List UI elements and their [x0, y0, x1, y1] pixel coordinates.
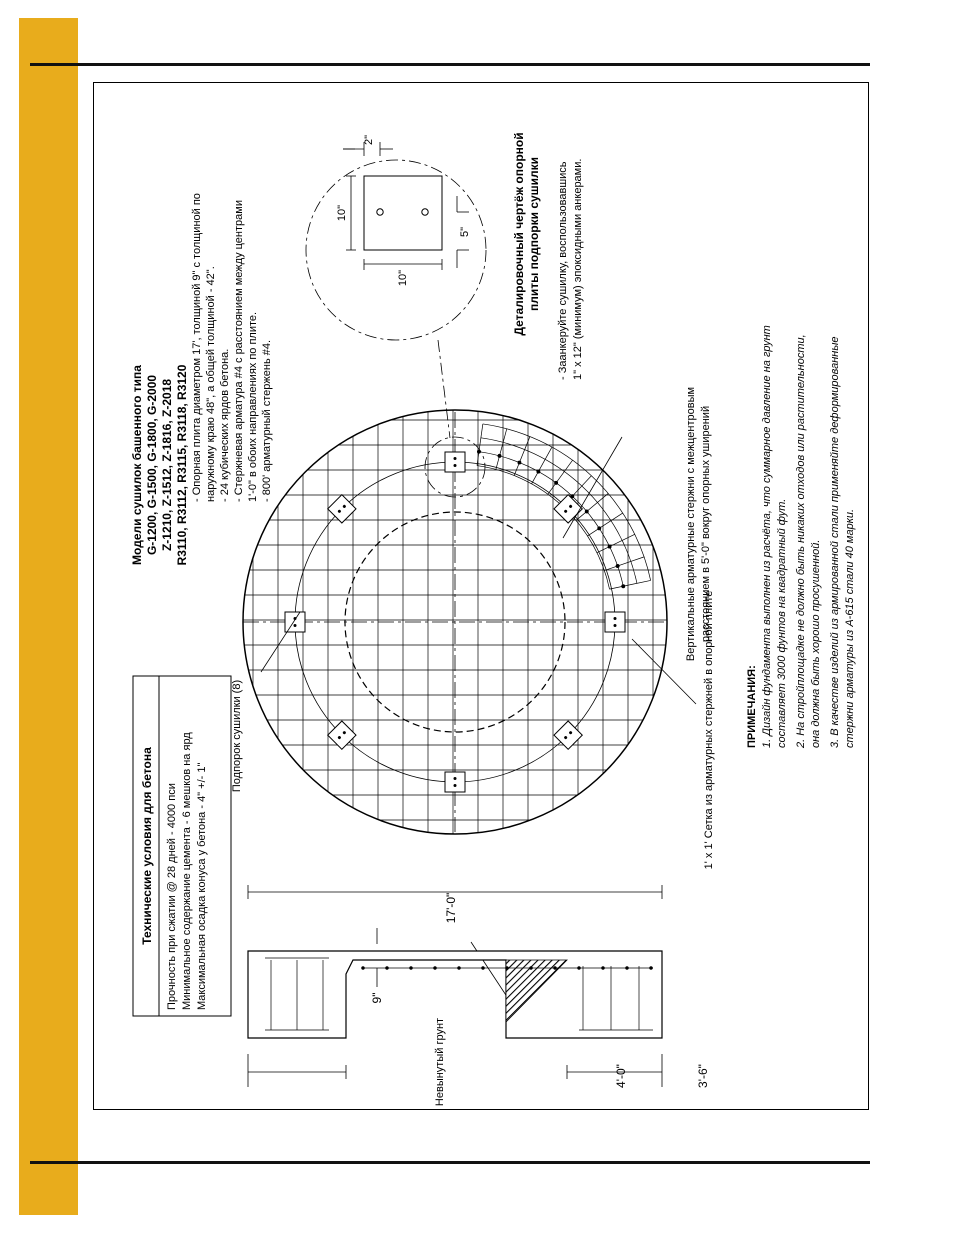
detail-title-1: Деталировочный чертёж опорной	[512, 132, 526, 336]
anchor-dot	[454, 457, 457, 460]
vertical-bar-dot	[554, 481, 557, 484]
dim-17-label: 17'-0"	[444, 892, 458, 924]
spec-line-3: - 24 кубических ярдов бетона.	[219, 348, 231, 502]
notes-heading: ПРИМЕЧАНИЯ:	[746, 665, 758, 748]
spec-line-2: наружному краю 48", а общей толщиной - 42".	[205, 266, 217, 502]
vertical-bar-arc	[477, 466, 610, 590]
models-title: Модели сушилок башенного типа	[130, 365, 144, 565]
dim-4-0-label: 4'-0"	[614, 1064, 628, 1088]
support-pad-icon	[328, 495, 356, 523]
spec-line-5: 1'-0" в обоих направлениях по плите.	[247, 311, 259, 502]
vertical-bar-tick	[604, 557, 644, 571]
vertical-bar-dot	[518, 461, 521, 464]
detail-note-2: 1" x 12" (минимум) эпоксидными анкерами.	[572, 158, 584, 380]
soil-label: Невынутый грунт	[434, 1017, 446, 1107]
vertical-bars-line-1: Вертикальные арматурные стержни с межцентровым	[685, 386, 697, 662]
top-rule	[30, 63, 870, 66]
cross-section	[248, 260, 710, 1088]
pad-square	[285, 612, 305, 632]
dim-9-label: 9"	[370, 992, 384, 1004]
concrete-line-2: Минимальное содержание цемента - 6 мешков на ярд	[181, 732, 193, 1010]
leader-lines	[261, 437, 696, 1018]
section-bar-dot	[506, 967, 509, 970]
vertical-bar-dot	[616, 564, 619, 567]
vertical-bar-tick	[610, 580, 651, 589]
models-line-3: R3110, R3112, R3115, R3118, R3120	[175, 364, 189, 566]
bottom-rule	[30, 1161, 870, 1164]
anchor-dot	[294, 624, 297, 627]
support-pad-icon	[445, 772, 465, 792]
concrete-line-1: Прочность при сжатии @ 28 дней - 4000 пси	[166, 783, 178, 1010]
vertical-bar-dot	[537, 470, 540, 473]
section-bar-dot	[458, 967, 461, 970]
anchor-dot	[454, 777, 457, 780]
section-bar-dot	[602, 967, 605, 970]
dim-2-label: 2"	[363, 134, 375, 146]
section-outline	[248, 951, 662, 1038]
vertical-bar-tick	[588, 513, 623, 536]
spec-line-6: - 800' арматурный стержень #4.	[261, 339, 273, 502]
detail-leader	[438, 340, 450, 438]
anchor-hole-icon	[377, 209, 383, 215]
mesh-label: 1' x 1' Сетка из арматурных стержней в опорной плите	[703, 590, 715, 870]
note-line-2: составляет 3000 фунтов на квадратный фут.	[776, 498, 788, 748]
vertical-bar-dot	[608, 545, 611, 548]
vertical-bar-dot	[585, 510, 588, 513]
section-bar-dot	[410, 967, 413, 970]
dim-3-6-label: 3'-6"	[696, 1064, 710, 1088]
vertical-bar-tick	[532, 447, 552, 484]
anchor-dot	[454, 464, 457, 467]
support-pad-icon	[445, 452, 465, 472]
models-block	[130, 193, 273, 565]
concrete-line-3: Максимальная осадка конуса у бетона - 4" +/- 1"	[196, 762, 208, 1010]
side-accent-bar	[19, 18, 78, 1215]
vertical-bar-tick	[548, 460, 573, 494]
support-pad-icon	[285, 612, 305, 632]
support-label: Подпорок сушилки (8)	[231, 679, 243, 793]
anchor-dot	[454, 784, 457, 787]
vertical-bar-tick	[496, 429, 507, 470]
note-line-1: 1. Дизайн фундамента выполнен из расчёта, что суммарное давление на грунт	[761, 325, 773, 748]
pad-square	[328, 495, 356, 523]
detail-note-1: - Заанкеруйте сушилку, воспользовавшись	[557, 161, 569, 380]
note-line-3: 2. На стройплощадке не должно быть никаких отходов или растительности,	[795, 334, 807, 748]
models-line-1: G-1200, G-1500, G-1800, G-2000	[145, 374, 159, 556]
section-bar-dot	[554, 967, 557, 970]
note-line-6: стержни арматуры из A-615 стали 40 марки.	[844, 508, 856, 748]
vertical-bar-dot	[498, 454, 501, 457]
pad-detail-square	[364, 176, 442, 250]
vertical-bar-dot	[598, 527, 601, 530]
pad-square	[445, 772, 465, 792]
foundation-drawing	[93, 82, 869, 1110]
concrete-specs-box	[133, 676, 231, 1016]
concrete-title: Технические условия для бетона	[140, 747, 154, 945]
pad-square	[445, 452, 465, 472]
anchor-hole-icon	[422, 209, 428, 215]
notes-block	[746, 325, 856, 749]
detail-note-block	[512, 132, 584, 380]
section-bar-dot	[530, 967, 533, 970]
vertical-bar-dot	[622, 585, 625, 588]
dim-5-label: 5"	[459, 226, 471, 238]
models-line-2: Z-1210, Z-1512, Z-1816, Z-2018	[160, 378, 174, 552]
section-bar-dot	[386, 967, 389, 970]
anchor-dot	[614, 624, 617, 627]
section-bar-dot	[434, 967, 437, 970]
spec-line-1: - Опорная плита диаметром 17', толщиной 9" с толщиной по	[191, 193, 203, 502]
vertical-bars-line-2: расстоянием в 5'-0" вокруг опорных уширений	[700, 405, 712, 643]
section-bar-dot	[362, 967, 365, 970]
dim-10-vertical-label: 10"	[336, 204, 348, 222]
section-bar-dot	[482, 967, 485, 970]
section-bar-dot	[650, 967, 653, 970]
note-line-4: она должна быть хорошо просушенной.	[810, 539, 822, 748]
section-bar-dot	[578, 967, 581, 970]
support-pad-icon	[605, 612, 625, 632]
pad-square	[605, 612, 625, 632]
dim-10-horizontal-label: 10"	[397, 269, 409, 287]
anchor-dot	[614, 617, 617, 620]
note-line-5: 3. В качестве изделий из армированной стали применяйте деформированные	[829, 336, 841, 748]
spec-line-4: - Стержневая арматура #4 с расстоянием между центрами	[233, 200, 245, 502]
detail-title-2: плиты подпорки сушилки	[527, 156, 541, 312]
section-bar-dot	[626, 967, 629, 970]
